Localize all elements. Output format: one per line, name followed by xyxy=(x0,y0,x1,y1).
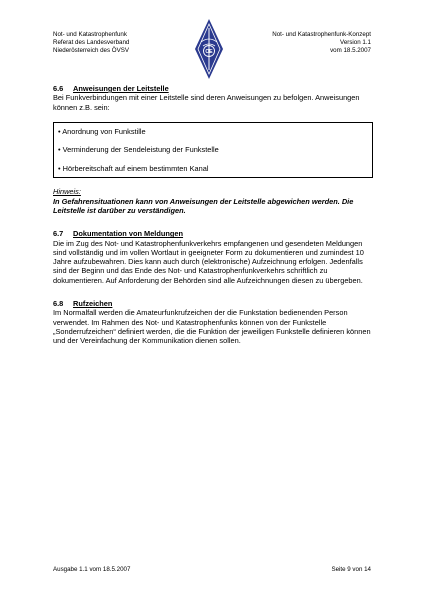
header-org-line: Not- und Katastrophenfunk xyxy=(53,31,127,38)
header-org-line: Referat des Landesverband xyxy=(53,39,130,47)
list-item: • Verminderung der Sendeleistung der Funkstelle xyxy=(58,145,219,155)
section-6-8-heading xyxy=(53,299,373,308)
list-item: • Anordnung von Funkstille xyxy=(58,126,146,136)
logo-text: OE xyxy=(205,49,213,55)
section-6-7-heading xyxy=(53,229,373,238)
header-date: vom 18.5.2007 xyxy=(330,47,371,55)
header-version: Version 1.1 xyxy=(340,39,371,47)
section-title: Dokumentation von Meldungen xyxy=(73,229,184,239)
footer-page-number: Seite 9 von 14 xyxy=(331,566,371,573)
header-doc-title: Not- und Katastrophenfunk-Konzept xyxy=(272,31,371,38)
section-title: Rufzeichen xyxy=(73,299,113,309)
header-org-line: Niederösterreich des ÖVSV xyxy=(53,47,130,55)
section-title: Anweisungen der Leitstelle xyxy=(73,84,169,93)
hint-label: Hinweis: xyxy=(53,187,81,197)
hint-text: In Gefahrensituationen kann von Anweisungen der Leitstelle abgewichen werden. Die Leitstelle ist darüber zu verständigen. xyxy=(53,196,354,215)
section-number: 6.6 xyxy=(53,84,64,93)
footer-edition: Ausgabe 1.1 vom 18.5.2007 xyxy=(53,566,131,573)
section-number: 6.7 xyxy=(53,229,64,239)
header-left xyxy=(53,31,129,56)
oevsv-logo-icon xyxy=(192,18,226,80)
section-6-6-heading xyxy=(53,84,373,93)
instruction-list-box xyxy=(53,122,373,178)
list-item: • Hörbereitschaft auf einem bestimmten Kanal xyxy=(58,164,209,174)
section-6-7-body: Die im Zug des Not- und Katastrophenfunkverkehrs empfangenen und gesendeten Meldungen sind vollständig und im vollen Wortlaut in geeigneter Form zu dokumentieren und zumindest 10 Jahre aufzubewahren. Dies kann auch durch (elektronische) Aufzeichnung erfolgen. Jedenfalls sind der Beginn und das Ende des Not- und Katastrophenfunkverkehrs schriftlich zu dokumentieren. Auf Anforderung der Behörden sind alle Aufzeichnungen diesen zu übergeben. xyxy=(53,238,364,285)
section-6-8-body: Im Normalfall werden die Amateurfunkrufzeichen der die Funkstation bedienenden Person verwendet. Im Rahmen des Not- und Katastrophenfunks können von der Funkstelle „Sonderrufzeichen“ definiert werden, die die Funktion der jeweiligen Funkstelle definieren können und der Vereinfachung der Kommunikation dienen sollen. xyxy=(53,308,371,346)
section-6-6-intro: Bei Funkverbindungen mit einer Leitstelle sind deren Anweisungen zu befolgen. Anweisungen können z.B. sein: xyxy=(53,93,360,112)
page-content xyxy=(53,84,373,346)
section-number: 6.8 xyxy=(53,299,64,309)
header-right xyxy=(272,31,371,56)
